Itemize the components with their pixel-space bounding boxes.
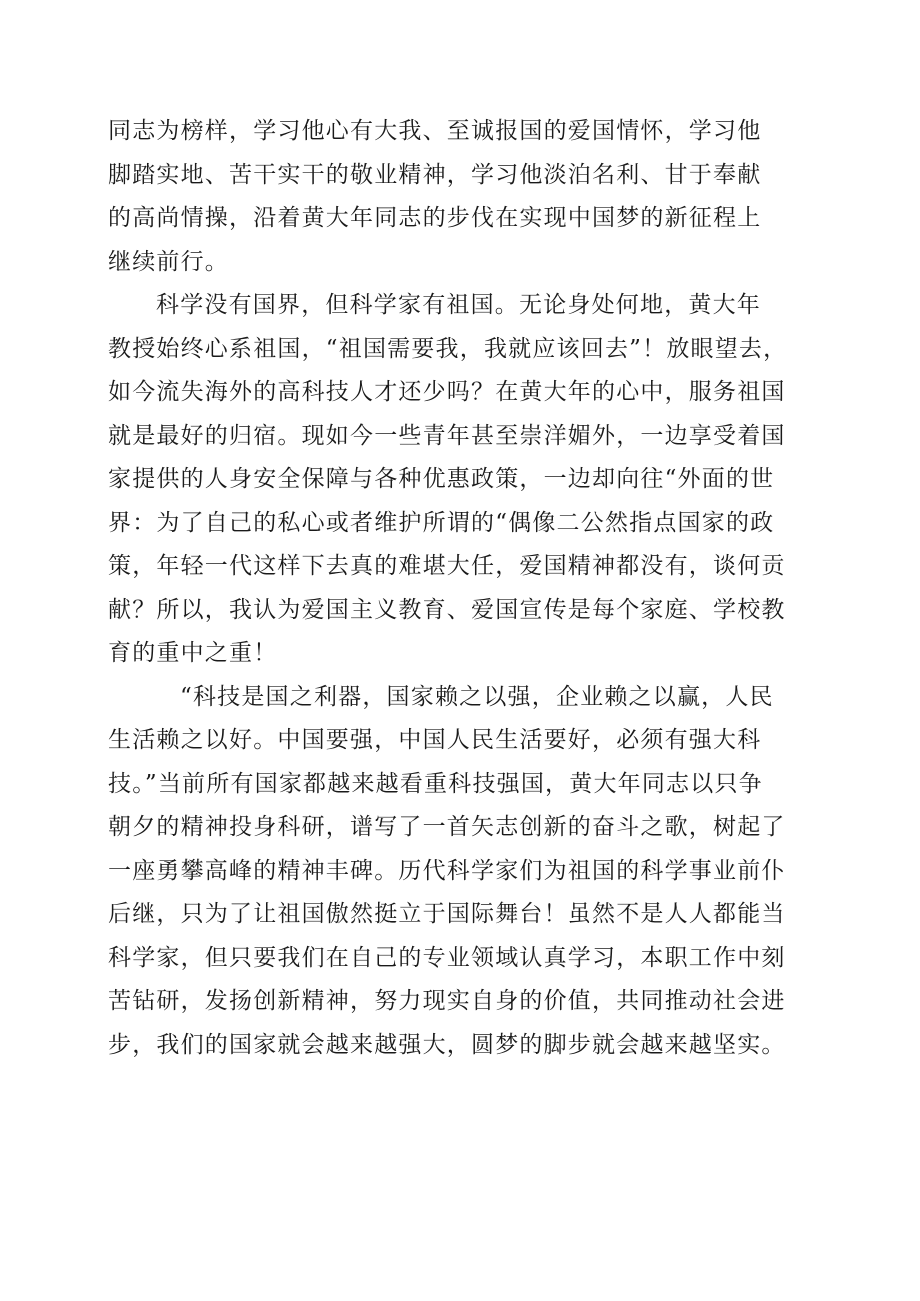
paragraph-2 xyxy=(108,284,828,676)
text-line: “科技是国之利器，国家赖之以强，企业赖之以赢，人民 xyxy=(180,683,774,710)
text-line: 教授始终心系祖国，“祖国需要我，我就应该回去”！放眼望去， xyxy=(108,335,788,362)
text-line: 生活赖之以好。中国要强，中国人民生活要好，必须有强大科 xyxy=(108,727,762,753)
paragraph-3 xyxy=(108,676,828,1068)
text-line: 界：为了自己的私心或者维护所谓的“偶像二公然指点国家的政 xyxy=(108,509,775,536)
text-line: 一座勇攀高峰的精神丰碑。历代科学家们为祖国的科学事业前仆 xyxy=(108,857,786,884)
text-line: 科学家，但只要我们在自己的专业领域认真学习，本职工作中刻 xyxy=(108,944,786,971)
document-body xyxy=(108,110,828,1067)
text-line: 朝夕的精神投身科研，谱写了一首矢志创新的奋斗之歌，树起了 xyxy=(108,814,786,840)
text-line: 策，年轻一代这样下去真的难堪大任，爱国精神都没有，谈何贡 xyxy=(108,553,786,579)
text-line: 步，我们的国家就会越来越强大，圆梦的脚步就会越来越坚实。 xyxy=(108,1031,786,1058)
text-line: 同志为榜样，学习他心有大我、至诚报国的爱国情怀，学习他 xyxy=(108,118,762,144)
paragraph-1 xyxy=(108,110,828,284)
text-line: 苦钻研，发扬创新精神，努力现实自身的价值，共同推动社会进 xyxy=(108,988,786,1014)
text-line: 科学没有国界，但科学家有祖国。无论身处何地，黄大年 xyxy=(156,292,761,318)
text-line: 如今流失海外的高科技人才还少吗？在黄大年的心中，服务祖国 xyxy=(108,379,786,405)
text-line: 后继，只为了让祖国傲然挺立于国际舞台！虽然不是人人都能当 xyxy=(108,901,786,927)
text-line: 就是最好的归宿。现如今一些青年甚至崇洋媚外，一边享受着国 xyxy=(108,422,786,449)
text-line: 技。”当前所有国家都越来越看重科技强国，黄大年同志以只争 xyxy=(108,770,763,797)
text-line: 育的重中之重！ xyxy=(108,640,278,666)
text-line: 的高尚情操，沿着黄大年同志的步伐在实现中国梦的新征程上 xyxy=(108,205,762,231)
text-line: 脚踏实地、苦干实干的敬业精神，学习他淡泊名利、甘于奉献 xyxy=(108,161,762,188)
text-line: 继续前行。 xyxy=(108,248,229,275)
text-line: 家提供的人身安全保障与各种优惠政策，一边却向往“外面的世 xyxy=(108,466,775,492)
text-line: 献？所以，我认为爱国主义教育、爱国宣传是每个家庭、学校教 xyxy=(108,596,786,623)
